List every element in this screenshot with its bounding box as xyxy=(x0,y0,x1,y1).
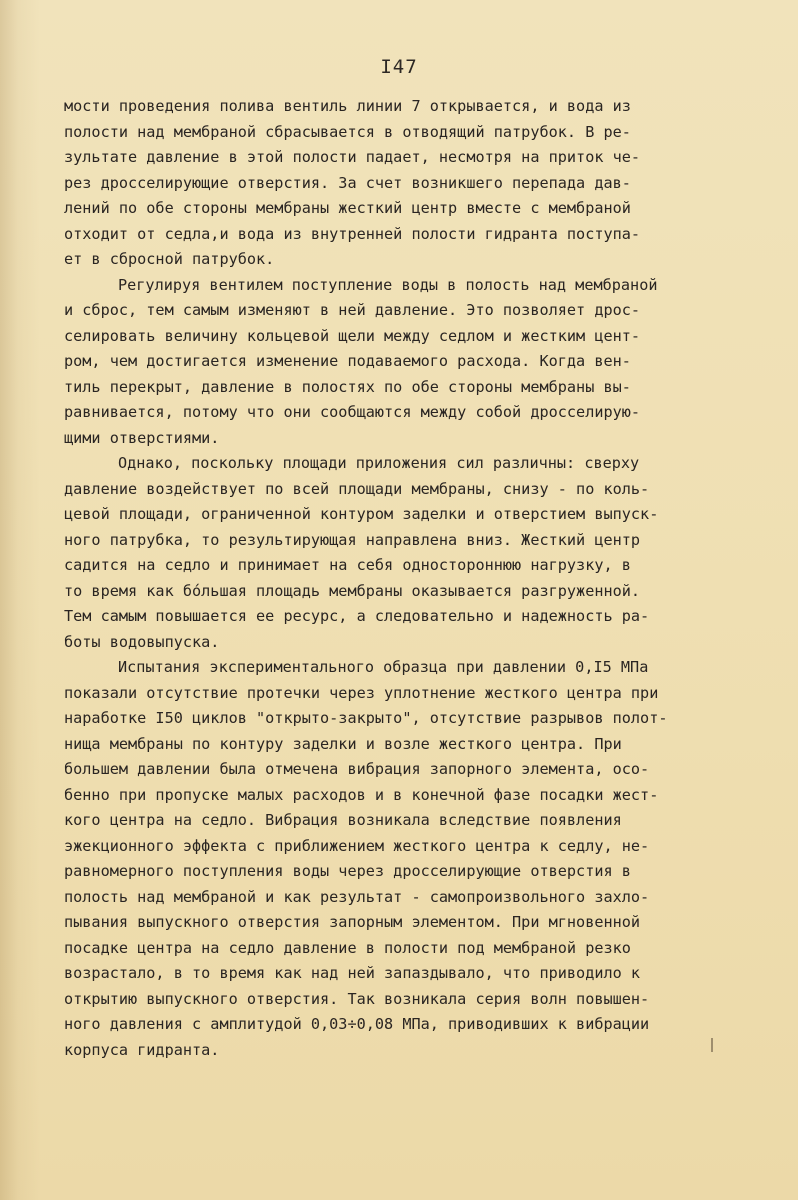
body-text xyxy=(64,94,740,1063)
text-line: нища мембраны по контуру заделки и возле жесткого центра. При xyxy=(64,734,622,753)
text-line: равнивается, потому что они сообщаются между собой дросселирую- xyxy=(64,403,641,421)
margin-mark xyxy=(711,1038,713,1052)
text-line: бенно при пропуске малых расходов и в конечной фазе посадки жест- xyxy=(64,785,659,804)
text-line: полости над мембраной сбрасывается в отводящий патрубок. В ре- xyxy=(64,122,631,141)
text-line: большем давлении была отмечена вибрация запорного элемента, осо- xyxy=(64,760,650,778)
paragraph-first-line: Однако, поскольку площади приложения сил различны: сверху xyxy=(118,454,640,472)
paragraph-first-line: Испытания экспериментального образца при давлении 0,I5 МПа xyxy=(118,658,649,676)
text-line: ет в сбросной патрубок. xyxy=(64,250,275,268)
text-line: то время как бо́льшая площадь мембраны оказывается разгруженной. xyxy=(64,581,641,600)
text-line: открытию выпускного отверстия. Так возникала серия волн повышен- xyxy=(64,989,650,1008)
text-line: селировать величину кольцевой щели между седлом и жестким цент- xyxy=(64,326,641,345)
text-line: садится на седло и принимает на себя одностороннюю нагрузку, в xyxy=(64,556,631,574)
text-line: и сброс, тем самым изменяют в ней давление. Это позволяет дрос- xyxy=(64,301,641,319)
text-line: зультате давление в этой полости падает, несмотря на приток че- xyxy=(64,148,641,166)
text-line: наработке I50 циклов "открыто-закрыто", отсутствие разрывов полот- xyxy=(64,709,668,727)
page-number: I47 xyxy=(380,56,418,78)
text-line: эжекционного эффекта с приближением жесткого центра к седлу, не- xyxy=(64,836,650,855)
text-line: посадке центра на седло давление в полости под мембраной резко xyxy=(64,938,631,957)
text-line: лений по обе стороны мембраны жесткий центр вместе с мембраной xyxy=(64,199,631,217)
text-line: показали отсутствие протечки через уплотнение жесткого центра при xyxy=(64,683,659,702)
text-line: полость над мембраной и как результат - самопроизвольного захло- xyxy=(64,887,650,906)
text-line: мости проведения полива вентиль линии 7 открывается, и вода из xyxy=(64,97,631,115)
text-line: рез дросселирующие отверстия. За счет возникшего перепада дав- xyxy=(64,173,631,192)
text-line: отходит от седла,и вода из внутренней полости гидранта поступа- xyxy=(64,224,641,243)
text-line: корпуса гидранта. xyxy=(64,1040,220,1059)
text-line: пывания выпускного отверстия запорным элементом. При мгновенной xyxy=(64,913,641,931)
text-line: ного патрубка, то результирующая направлена вниз. Жесткий центр xyxy=(64,530,641,549)
text-line: щими отверстиями. xyxy=(64,428,220,447)
text-line: кого центра на седло. Вибрация возникала вследствие появления xyxy=(64,811,622,829)
text-line: ром, чем достигается изменение подаваемого расхода. Когда вен- xyxy=(64,352,631,370)
text-line: давление воздействует по всей площади мембраны, снизу - по коль- xyxy=(64,479,650,498)
text-line: ного давления с амплитудой 0,03÷0,08 МПа, приводивших к вибрации xyxy=(64,1015,650,1033)
paragraph-first-line: Регулируя вентилем поступление воды в полость над мембраной xyxy=(118,275,658,294)
text-line: возрастало, в то время как над ней запаздывало, что приводило к xyxy=(64,964,641,982)
text-line: цевой площади, ограниченной контуром заделки и отверстием выпуск- xyxy=(64,505,659,523)
text-line: боты водовыпуска. xyxy=(64,632,220,651)
text-line: Тем самым повышается ее ресурс, а следовательно и надежность ра- xyxy=(64,607,650,625)
text-line: тиль перекрыт, давление в полостях по обе стороны мембраны вы- xyxy=(64,377,631,396)
text-line: равномерного поступления воды через дросселирующие отверстия в xyxy=(64,862,631,880)
